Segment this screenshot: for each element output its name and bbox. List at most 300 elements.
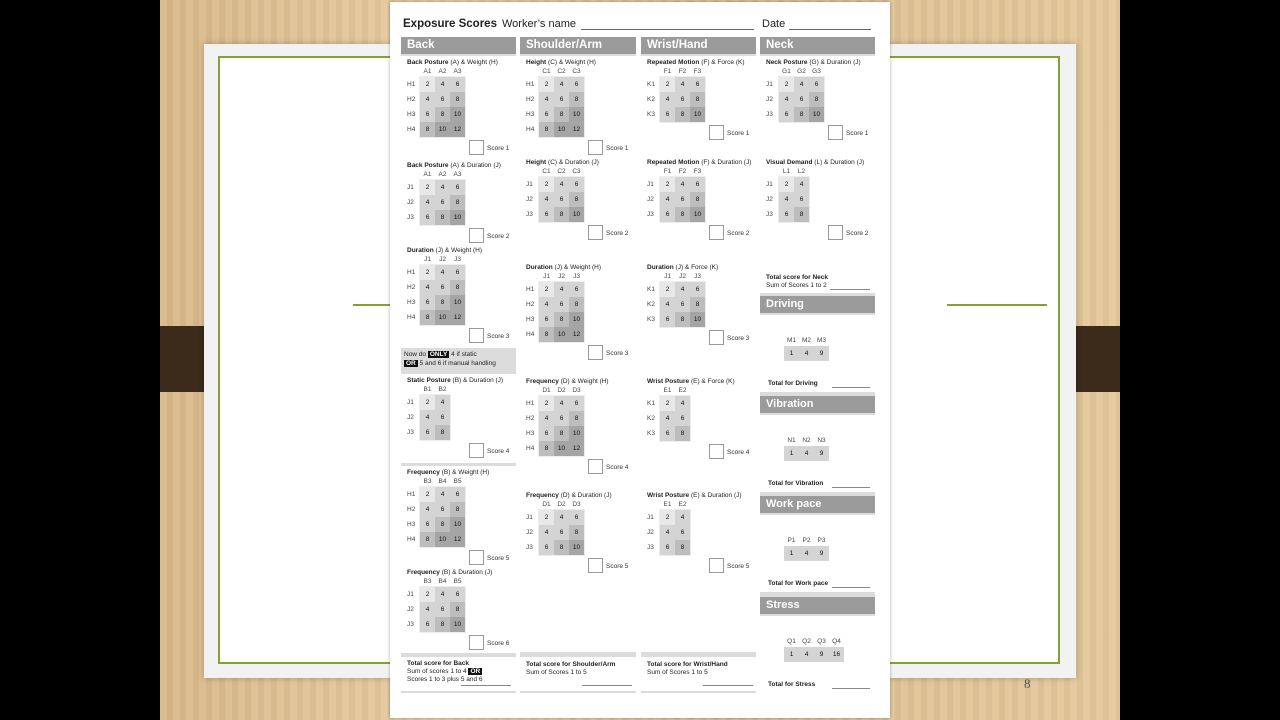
driving-box bbox=[760, 315, 875, 392]
row-label: H4 bbox=[526, 331, 535, 338]
neck-total-field[interactable] bbox=[830, 289, 870, 290]
stress-section bbox=[760, 597, 875, 693]
section-title-detail: (D) & Weight (H) bbox=[560, 378, 609, 385]
note-or-tag: OR bbox=[406, 360, 416, 367]
shoulder-title: Shoulder/Arm bbox=[520, 37, 636, 54]
column-header: A1 bbox=[423, 68, 432, 75]
score-cell: 10 bbox=[450, 210, 465, 225]
score-cell: 4 bbox=[420, 280, 435, 295]
column-header: F2 bbox=[678, 168, 687, 175]
sheet-title: Exposure Scores bbox=[403, 18, 497, 30]
score-cell: 2 bbox=[779, 177, 794, 192]
score-cell: 4 bbox=[539, 411, 554, 426]
score-cell: 6 bbox=[554, 192, 569, 207]
score-cell: 10 bbox=[450, 617, 465, 632]
workpace-total-label: Total for Work pace bbox=[768, 580, 829, 587]
driving-total-field[interactable] bbox=[832, 387, 870, 388]
column-header: J1 bbox=[664, 273, 671, 280]
section-title-detail: (A) & Weight (H) bbox=[450, 59, 498, 66]
score-box[interactable] bbox=[828, 125, 843, 140]
row-label: H1 bbox=[407, 81, 416, 88]
score-cell: 8 bbox=[420, 310, 435, 325]
score-cell: 8 bbox=[450, 195, 465, 210]
row-label: H3 bbox=[407, 299, 416, 306]
score-cell: 6 bbox=[569, 77, 584, 92]
score-cell: 10 bbox=[435, 310, 450, 325]
row-label: H1 bbox=[526, 81, 535, 88]
section-title-detail: (G) & Duration (J) bbox=[809, 59, 861, 66]
neck-title: Neck bbox=[760, 37, 875, 54]
score-label: Score 4 bbox=[606, 464, 629, 471]
score-cell: 12 bbox=[450, 122, 465, 137]
shoulder-total-field[interactable] bbox=[582, 685, 632, 686]
score-cell: 6 bbox=[690, 77, 705, 92]
score-cell: 6 bbox=[794, 92, 809, 107]
section-title bbox=[526, 264, 601, 271]
column-header: L2 bbox=[797, 168, 806, 175]
score-label: Score 3 bbox=[727, 335, 750, 342]
score-box[interactable] bbox=[709, 225, 724, 240]
score-cell: 8 bbox=[539, 327, 554, 342]
row-label: J2 bbox=[766, 196, 773, 203]
row-label: H1 bbox=[407, 491, 416, 498]
column-header: M2 bbox=[801, 337, 812, 344]
score-box[interactable] bbox=[588, 558, 603, 573]
row-label: K1 bbox=[647, 286, 655, 293]
section-title bbox=[526, 378, 609, 385]
score-cell: 6 bbox=[539, 107, 554, 122]
row-label: H3 bbox=[526, 111, 535, 118]
section-title bbox=[407, 59, 498, 66]
row-label: H4 bbox=[526, 445, 535, 452]
row-label: K2 bbox=[647, 301, 655, 308]
score-cell: 2 bbox=[420, 395, 435, 410]
sheet-header bbox=[403, 18, 873, 34]
exposure-scores-sheet bbox=[390, 2, 890, 718]
score-cell: 6 bbox=[435, 195, 450, 210]
section-title-main: Duration bbox=[407, 247, 434, 254]
row-label: K2 bbox=[647, 415, 655, 422]
section-title-detail: (F) & Duration (J) bbox=[701, 159, 752, 166]
score-cell: 8 bbox=[690, 192, 705, 207]
column-header: N1 bbox=[787, 437, 796, 444]
score-cell: 6 bbox=[450, 487, 465, 502]
wrist-title: Wrist/Hand bbox=[641, 37, 756, 54]
column-header: F1 bbox=[663, 68, 672, 75]
score-cell: 6 bbox=[450, 265, 465, 280]
row-label: H4 bbox=[407, 536, 416, 543]
section-title bbox=[407, 569, 492, 576]
row-label: J2 bbox=[407, 414, 414, 421]
column-header: F3 bbox=[693, 68, 702, 75]
section-title-detail: (J) & Weight (H) bbox=[435, 247, 483, 254]
column-header: L1 bbox=[782, 168, 791, 175]
back-title: Back bbox=[401, 37, 516, 54]
score-cell: 6 bbox=[435, 92, 450, 107]
row-label: J3 bbox=[766, 211, 773, 218]
score-cell: 4 bbox=[799, 346, 814, 361]
vibration-total-label: Total for Vibration bbox=[768, 480, 824, 487]
score-cell: 6 bbox=[450, 77, 465, 92]
score-label: Score 2 bbox=[727, 230, 750, 237]
section-title bbox=[407, 247, 482, 254]
column-header: C1 bbox=[542, 168, 551, 175]
row-label: J1 bbox=[647, 181, 654, 188]
score-box[interactable] bbox=[469, 550, 484, 565]
section-title-main: Duration bbox=[526, 264, 553, 271]
row-label: H1 bbox=[526, 286, 535, 293]
score-cell: 4 bbox=[554, 510, 569, 525]
score-cell: 6 bbox=[420, 107, 435, 122]
section-title-main: Frequency bbox=[526, 378, 559, 385]
row-label: J1 bbox=[526, 514, 533, 521]
stress-title: Stress bbox=[760, 597, 875, 614]
date-field[interactable] bbox=[789, 29, 871, 30]
section-title-detail: (A) & Duration (J) bbox=[450, 162, 501, 169]
wrist-total-field[interactable] bbox=[703, 685, 753, 686]
vibration-title: Vibration bbox=[760, 396, 875, 413]
row-label: J2 bbox=[647, 529, 654, 536]
score-cell: 8 bbox=[450, 92, 465, 107]
score-cell: 10 bbox=[809, 107, 824, 122]
score-cell: 6 bbox=[660, 426, 675, 441]
shoulder-total-title: Total score for Shoulder/Arm bbox=[526, 661, 616, 668]
column-header: A3 bbox=[453, 171, 462, 178]
column-header: C1 bbox=[542, 68, 551, 75]
section-title-detail: (E) & Force (K) bbox=[690, 378, 735, 385]
score-cell: 4 bbox=[435, 587, 450, 602]
score-cell: 4 bbox=[554, 177, 569, 192]
row-label: H2 bbox=[526, 301, 535, 308]
score-cell: 6 bbox=[569, 282, 584, 297]
score-label: Score 2 bbox=[606, 230, 629, 237]
vibration-total-field[interactable] bbox=[832, 487, 870, 488]
score-cell: 8 bbox=[569, 192, 584, 207]
column-header: B3 bbox=[423, 578, 432, 585]
section-title bbox=[766, 159, 864, 166]
section-title bbox=[526, 159, 599, 166]
score-label: Score 1 bbox=[487, 145, 510, 152]
section-title bbox=[526, 492, 612, 499]
score-cell: 8 bbox=[675, 312, 690, 327]
score-cell: 10 bbox=[690, 107, 705, 122]
row-label: J3 bbox=[407, 214, 414, 221]
score-label: Score 1 bbox=[727, 130, 750, 137]
score-cell: 4 bbox=[539, 192, 554, 207]
section-title-main: Repeated Motion bbox=[647, 159, 700, 166]
column-header: P3 bbox=[817, 537, 826, 544]
row-label: J3 bbox=[526, 544, 533, 551]
score-box[interactable] bbox=[709, 444, 724, 459]
column-header: J1 bbox=[424, 256, 431, 263]
back-total-field[interactable] bbox=[461, 685, 511, 686]
wrist-total-box bbox=[641, 657, 756, 691]
column-header: J3 bbox=[694, 273, 701, 280]
row-label: J1 bbox=[407, 591, 414, 598]
column-header: G3 bbox=[812, 68, 821, 75]
section-title-main: Visual Demand bbox=[766, 159, 813, 166]
row-label: K1 bbox=[647, 81, 655, 88]
score-cell: 2 bbox=[660, 77, 675, 92]
column-header: B4 bbox=[438, 578, 447, 585]
score-cell: 4 bbox=[799, 647, 814, 662]
score-cell: 6 bbox=[779, 107, 794, 122]
row-label: H2 bbox=[526, 96, 535, 103]
column-header: F3 bbox=[693, 168, 702, 175]
section-title-detail: (D) & Duration (J) bbox=[560, 492, 612, 499]
row-label: J3 bbox=[526, 211, 533, 218]
score-cell: 1 bbox=[784, 446, 799, 461]
page-number: 8 bbox=[1024, 676, 1031, 691]
column-header: B3 bbox=[423, 478, 432, 485]
score-cell: 4 bbox=[539, 297, 554, 312]
score-cell: 4 bbox=[794, 177, 809, 192]
section-title-main: Frequency bbox=[407, 469, 440, 476]
back-note bbox=[404, 351, 516, 373]
score-label: Score 2 bbox=[846, 230, 869, 237]
score-box[interactable] bbox=[469, 443, 484, 458]
row-label: H3 bbox=[407, 521, 416, 528]
score-cell: 6 bbox=[660, 312, 675, 327]
section-title-detail: (C) & Weight (H) bbox=[548, 59, 596, 66]
score-label: Score 5 bbox=[606, 563, 629, 570]
column-header: Q1 bbox=[787, 638, 796, 645]
section-title-main: Frequency bbox=[526, 492, 559, 499]
score-box[interactable] bbox=[469, 140, 484, 155]
driving-total-label: Total for Driving bbox=[768, 380, 818, 387]
column-header: Q4 bbox=[832, 638, 841, 645]
column-header: D1 bbox=[542, 501, 551, 508]
column-header: P1 bbox=[787, 537, 796, 544]
score-cell: 6 bbox=[690, 177, 705, 192]
row-label: J2 bbox=[647, 196, 654, 203]
back-box-1 bbox=[401, 56, 516, 348]
score-cell: 10 bbox=[450, 107, 465, 122]
score-cell: 10 bbox=[435, 532, 450, 547]
column-header: E2 bbox=[678, 501, 687, 508]
row-label: H3 bbox=[526, 316, 535, 323]
score-cell: 6 bbox=[675, 192, 690, 207]
score-cell: 6 bbox=[450, 587, 465, 602]
back-column bbox=[401, 37, 516, 693]
column-header: B4 bbox=[438, 478, 447, 485]
score-cell: 8 bbox=[569, 411, 584, 426]
score-cell: 2 bbox=[420, 487, 435, 502]
score-box[interactable] bbox=[709, 125, 724, 140]
section-title-main: Duration bbox=[647, 264, 674, 271]
section-title-detail: (B) & Duration (J) bbox=[452, 377, 504, 384]
score-cell: 8 bbox=[450, 280, 465, 295]
score-cell: 1 bbox=[784, 346, 799, 361]
driving-title: Driving bbox=[760, 296, 875, 313]
note-static: 4 if static bbox=[451, 351, 477, 358]
score-box[interactable] bbox=[469, 228, 484, 243]
back-box-2 bbox=[401, 374, 516, 463]
score-cell: 4 bbox=[794, 77, 809, 92]
score-cell: 4 bbox=[539, 92, 554, 107]
score-cell: 6 bbox=[420, 425, 435, 440]
score-cell: 4 bbox=[420, 410, 435, 425]
section-title bbox=[647, 378, 735, 385]
score-cell: 2 bbox=[660, 510, 675, 525]
row-label: H4 bbox=[407, 314, 416, 321]
score-box[interactable] bbox=[588, 459, 603, 474]
column-header: E2 bbox=[678, 387, 687, 394]
section-title-detail: (J) & Force (K) bbox=[675, 264, 719, 271]
score-cell: 2 bbox=[539, 177, 554, 192]
wrist-box bbox=[641, 56, 756, 652]
workpace-section bbox=[760, 496, 875, 592]
section-title-detail: (L) & Duration (J) bbox=[814, 159, 865, 166]
score-cell: 4 bbox=[675, 77, 690, 92]
score-box[interactable] bbox=[709, 330, 724, 345]
score-cell: 2 bbox=[420, 265, 435, 280]
score-cell: 8 bbox=[435, 210, 450, 225]
score-cell: 6 bbox=[675, 297, 690, 312]
column-header: C2 bbox=[557, 68, 566, 75]
column-header: A3 bbox=[453, 68, 462, 75]
score-cell: 6 bbox=[539, 540, 554, 555]
wrist-total-sub: Sum of Scores 1 to 5 bbox=[647, 669, 708, 676]
row-label: H1 bbox=[526, 400, 535, 407]
score-cell: 6 bbox=[450, 180, 465, 195]
section-title-detail: (B) & Duration (J) bbox=[441, 569, 493, 576]
driving-section bbox=[760, 296, 875, 392]
score-cell: 6 bbox=[675, 411, 690, 426]
back-total-title: Total score for Back bbox=[407, 660, 470, 667]
score-label: Score 1 bbox=[846, 130, 869, 137]
score-cell: 10 bbox=[569, 312, 584, 327]
score-cell: 4 bbox=[779, 92, 794, 107]
worker-name-field[interactable] bbox=[581, 29, 754, 30]
score-cell: 4 bbox=[420, 195, 435, 210]
neck-box bbox=[760, 56, 875, 293]
score-cell: 4 bbox=[799, 446, 814, 461]
score-cell: 1 bbox=[784, 647, 799, 662]
workpace-total-field[interactable] bbox=[832, 587, 870, 588]
score-cell: 8 bbox=[539, 122, 554, 137]
score-cell: 10 bbox=[690, 207, 705, 222]
score-cell: 12 bbox=[450, 310, 465, 325]
score-cell: 1 bbox=[784, 546, 799, 561]
score-cell: 10 bbox=[554, 327, 569, 342]
row-label: H2 bbox=[407, 506, 416, 513]
column-header: D3 bbox=[572, 501, 581, 508]
score-cell: 4 bbox=[554, 396, 569, 411]
score-cell: 4 bbox=[660, 411, 675, 426]
row-label: J2 bbox=[407, 606, 414, 613]
row-label: J3 bbox=[766, 111, 773, 118]
row-label: J2 bbox=[766, 96, 773, 103]
score-cell: 2 bbox=[660, 282, 675, 297]
score-box[interactable] bbox=[469, 635, 484, 650]
score-box[interactable] bbox=[469, 328, 484, 343]
column-header: D2 bbox=[557, 387, 566, 394]
column-header: Q3 bbox=[817, 638, 826, 645]
score-cell: 6 bbox=[420, 517, 435, 532]
row-label: K2 bbox=[647, 96, 655, 103]
score-cell: 6 bbox=[435, 280, 450, 295]
column-header: A2 bbox=[438, 68, 447, 75]
score-cell: 6 bbox=[539, 207, 554, 222]
column-header: D3 bbox=[572, 387, 581, 394]
score-label: Score 5 bbox=[727, 563, 750, 570]
score-label: Score 1 bbox=[606, 145, 629, 152]
section-title bbox=[526, 59, 596, 66]
score-cell: 12 bbox=[569, 122, 584, 137]
column-header: D2 bbox=[557, 501, 566, 508]
score-cell: 2 bbox=[660, 396, 675, 411]
score-cell: 8 bbox=[809, 92, 824, 107]
row-label: K1 bbox=[647, 400, 655, 407]
section-title-detail: (B) & Weight (H) bbox=[441, 469, 490, 476]
score-cell: 8 bbox=[569, 297, 584, 312]
score-box[interactable] bbox=[588, 225, 603, 240]
section-title bbox=[407, 162, 501, 169]
column-header: A1 bbox=[423, 171, 432, 178]
score-label: Score 3 bbox=[487, 333, 510, 340]
section-title-main: Back Posture bbox=[407, 162, 449, 169]
row-label: J3 bbox=[647, 544, 654, 551]
section-title-main: Height bbox=[526, 159, 547, 166]
score-cell: 10 bbox=[450, 517, 465, 532]
score-cell: 8 bbox=[450, 502, 465, 517]
section-title bbox=[407, 469, 489, 476]
score-box[interactable] bbox=[588, 140, 603, 155]
score-cell: 8 bbox=[554, 426, 569, 441]
score-cell: 6 bbox=[435, 410, 450, 425]
back-total-sum: Sum of scores 1 to 4 bbox=[407, 668, 467, 675]
score-cell: 6 bbox=[420, 295, 435, 310]
stress-total-field[interactable] bbox=[832, 688, 870, 689]
score-box[interactable] bbox=[709, 558, 724, 573]
column-header: G2 bbox=[797, 68, 806, 75]
score-cell: 2 bbox=[420, 77, 435, 92]
column-header: P2 bbox=[802, 537, 811, 544]
row-label: J1 bbox=[526, 181, 533, 188]
score-box[interactable] bbox=[828, 225, 843, 240]
score-box[interactable] bbox=[588, 345, 603, 360]
column-header: C3 bbox=[572, 168, 581, 175]
score-cell: 4 bbox=[799, 546, 814, 561]
score-cell: 9 bbox=[814, 446, 829, 461]
column-header: B5 bbox=[453, 578, 462, 585]
score-cell: 8 bbox=[554, 312, 569, 327]
row-label: K3 bbox=[647, 316, 655, 323]
score-cell: 2 bbox=[539, 77, 554, 92]
workpace-box bbox=[760, 515, 875, 592]
score-cell: 4 bbox=[675, 282, 690, 297]
score-cell: 10 bbox=[569, 107, 584, 122]
score-cell: 16 bbox=[829, 647, 844, 662]
column-header: M3 bbox=[816, 337, 827, 344]
section-title bbox=[647, 492, 742, 499]
column-header: N2 bbox=[802, 437, 811, 444]
score-cell: 4 bbox=[420, 502, 435, 517]
wrist-total-title: Total score for Wrist/Hand bbox=[647, 661, 728, 668]
column-header: G1 bbox=[782, 68, 791, 75]
worker-name-label: Worker’s name bbox=[502, 18, 576, 30]
score-cell: 10 bbox=[569, 540, 584, 555]
score-cell: 4 bbox=[435, 180, 450, 195]
shoulder-column bbox=[520, 37, 636, 693]
score-cell: 10 bbox=[690, 312, 705, 327]
score-cell: 4 bbox=[675, 177, 690, 192]
row-label: K3 bbox=[647, 111, 655, 118]
score-cell: 10 bbox=[450, 295, 465, 310]
back-total-or-tag: OR bbox=[470, 668, 481, 675]
score-cell: 4 bbox=[660, 297, 675, 312]
